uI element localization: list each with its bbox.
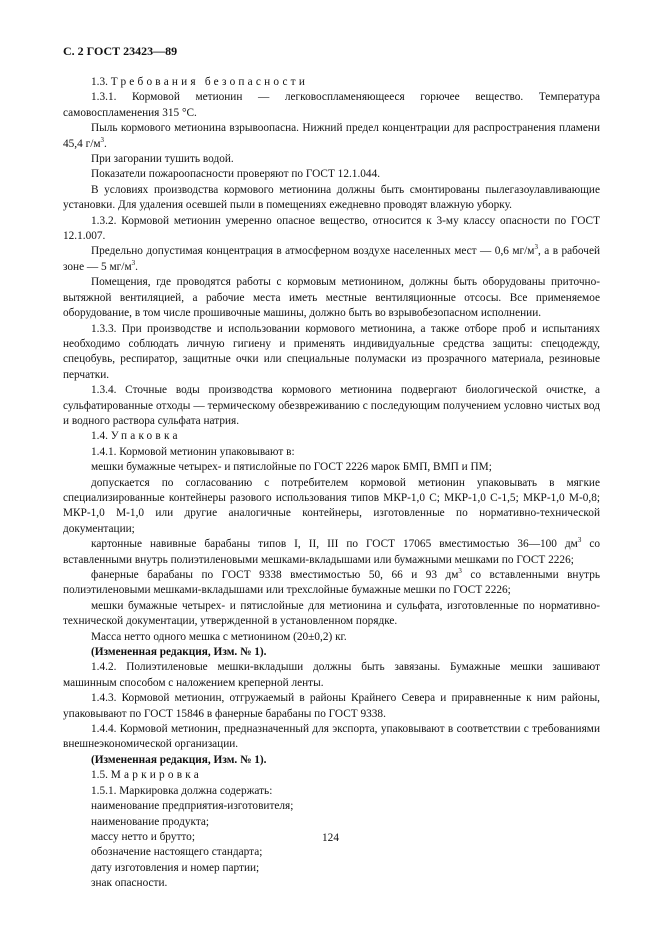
- paragraph: 1.4.4. Кормовой метионин, предназначенный для экспорта, упаковывают в соответствии с требованиями внешнеэкономической организации.: [63, 723, 600, 751]
- list-item: наименование продукта;: [91, 815, 210, 828]
- page-number: 124: [322, 832, 339, 844]
- section-number: 1.5.: [91, 769, 108, 782]
- text-run: Предельно допустимая концентрация в атмосферном воздухе населенных мест — 0,6 мг/м: [91, 245, 535, 258]
- text-run: .: [135, 260, 138, 273]
- paragraph: [63, 244, 600, 275]
- superscript: 3: [577, 536, 582, 545]
- section-title: Маркировка: [110, 769, 202, 782]
- paragraph: [63, 121, 600, 152]
- page-header: С. 2 ГОСТ 23423—89: [63, 44, 178, 58]
- amendment-note: (Измененная редакция, Изм. № 1).: [91, 753, 267, 766]
- superscript: 3: [458, 567, 462, 576]
- section-number: 1.4.: [91, 430, 108, 443]
- text-run: .: [104, 137, 107, 150]
- paragraph: 1.5.1. Маркировка должна содержать:: [91, 784, 273, 797]
- text-run: картонные навивные барабаны типов I, II, III по ГОСТ 17065 вместимостью 36—100 дм: [91, 538, 578, 551]
- section-title: Требования безопасности: [110, 76, 309, 88]
- section-heading-safety: [63, 75, 600, 90]
- list-item: наименование предприятия-изготовителя;: [91, 800, 294, 813]
- paragraph: мешки бумажные четырех- и пятислойные по ГОСТ 2226 марок БМП, ВМП и ПМ;: [91, 461, 492, 474]
- list-item: обозначение настоящего стандарта;: [91, 846, 263, 859]
- text-run: Пыль кормового метионина взрывоопасна. Нижний предел концентрации для распространения пламени 45,4 г/м: [63, 122, 600, 150]
- paragraph: Масса нетто одного мешка с метионином (20±0,2) кг.: [91, 630, 347, 643]
- paragraph: 1.4.2. Полиэтиленовые мешки-вкладыши должны быть завязаны. Бумажные мешки зашивают машинным способом с наложением креперной ленты.: [63, 661, 600, 689]
- paragraph: [63, 537, 600, 568]
- document-body: [63, 75, 600, 892]
- text-run: со вставленными внутрь полиэтиленовыми мешками-вкладышами или бумажными мешками по ГОСТ 2226;: [63, 538, 600, 566]
- paragraph: 1.3.2. Кормовой метионин умеренно опасное вещество, относится к 3-му классу опасности по ГОСТ 12.1.007.: [63, 214, 600, 243]
- text-run: , а в рабочей зоне — 5 мг/м: [63, 245, 600, 273]
- paragraph: допускается по согласованию с потребителем кормовой метионин упаковывать в мягкие специализированные контейнеры разового использования типов МКР-1,0 С; МКР-1,0 С-1,5; МКР-1,0 М-0,8; МКР-1,0 М-1,0 или другие аналогичные контейнеры, изготовленные по нормативно-технической документации;: [63, 476, 600, 535]
- superscript: 3: [100, 135, 105, 144]
- paragraph: Помещения, где проводятся работы с кормовым метионином, должны быть оборудованы приточно-вытяжной вентиляцией, а рабочие места иметь местные вентиляционные отсосы. Все применяемое оборудование, в том числе прошивочные машины, должно быть во взрывобезопасном исполнении.: [63, 276, 600, 320]
- paragraph: 1.3.3. При производстве и использовании кормового метионина, а также отборе проб и испытаниях необходимо соблюдать личную гигиену и применять индивидуальные средства защиты: спецодежду, спецобувь, респиратор, защитные очки или специальные полумаски из прозрачного материала, резиновые перчатки.: [63, 322, 600, 381]
- list-item: массу нетто и брутто;: [91, 830, 195, 843]
- paragraph: При загорании тушить водой.: [91, 153, 234, 166]
- section-heading-packaging: [63, 429, 600, 444]
- paragraph: 1.3.4. Сточные воды производства кормового метионина подвергают биологической очистке, а сульфатированные отходы — термическому обезвреживанию с последующим получением условно чистых вод и водного раствора сульфата натрия.: [63, 384, 600, 427]
- paragraph: мешки бумажные четырех- и пятислойные для метионина и сульфата, изготовленные по нормативно-технической документации, утвержденной в установленном порядке.: [63, 599, 600, 628]
- amendment-note: (Измененная редакция, Изм. № 1).: [91, 646, 267, 659]
- section-number: 1.3.: [91, 76, 108, 88]
- paragraph: 1.4.1. Кормовой метионин упаковывают в:: [91, 445, 295, 458]
- superscript: 3: [534, 243, 538, 252]
- list-item: дату изготовления и номер партии;: [91, 861, 260, 874]
- paragraph: 1.3.1. Кормовой метионин — легковоспламеняющееся горючее вещество. Температура самовоспламенения 315 °С.: [63, 91, 600, 119]
- text-run: фанерные барабаны по ГОСТ 9338 вместимостью 50, 66 и 93 дм: [91, 569, 459, 581]
- text-run: со вставленными внутрь полиэтиленовыми мешками-вкладышами или трехслойные бумажные мешки по ГОСТ 2226;: [63, 569, 601, 597]
- paragraph: Показатели пожароопасности проверяют по ГОСТ 12.1.044.: [91, 168, 381, 181]
- paragraph: [63, 568, 600, 599]
- superscript: 3: [131, 259, 136, 268]
- section-heading-marking: [63, 768, 600, 783]
- paragraph: 1.4.3. Кормовой метионин, отгружаемый в районы Крайнего Севера и приравненные к ним районы, упаковывают по ГОСТ 15846 в фанерные барабаны по ГОСТ 9338.: [63, 692, 600, 720]
- list-item: знак опасности.: [91, 877, 168, 890]
- paragraph: В условиях производства кормового метионина должны быть смонтированы пылегазоулавливающие установки. Для удаления осевшей пыли в помещениях ежедневно проводят влажную уборку.: [63, 183, 600, 212]
- section-title: Упаковка: [110, 430, 181, 443]
